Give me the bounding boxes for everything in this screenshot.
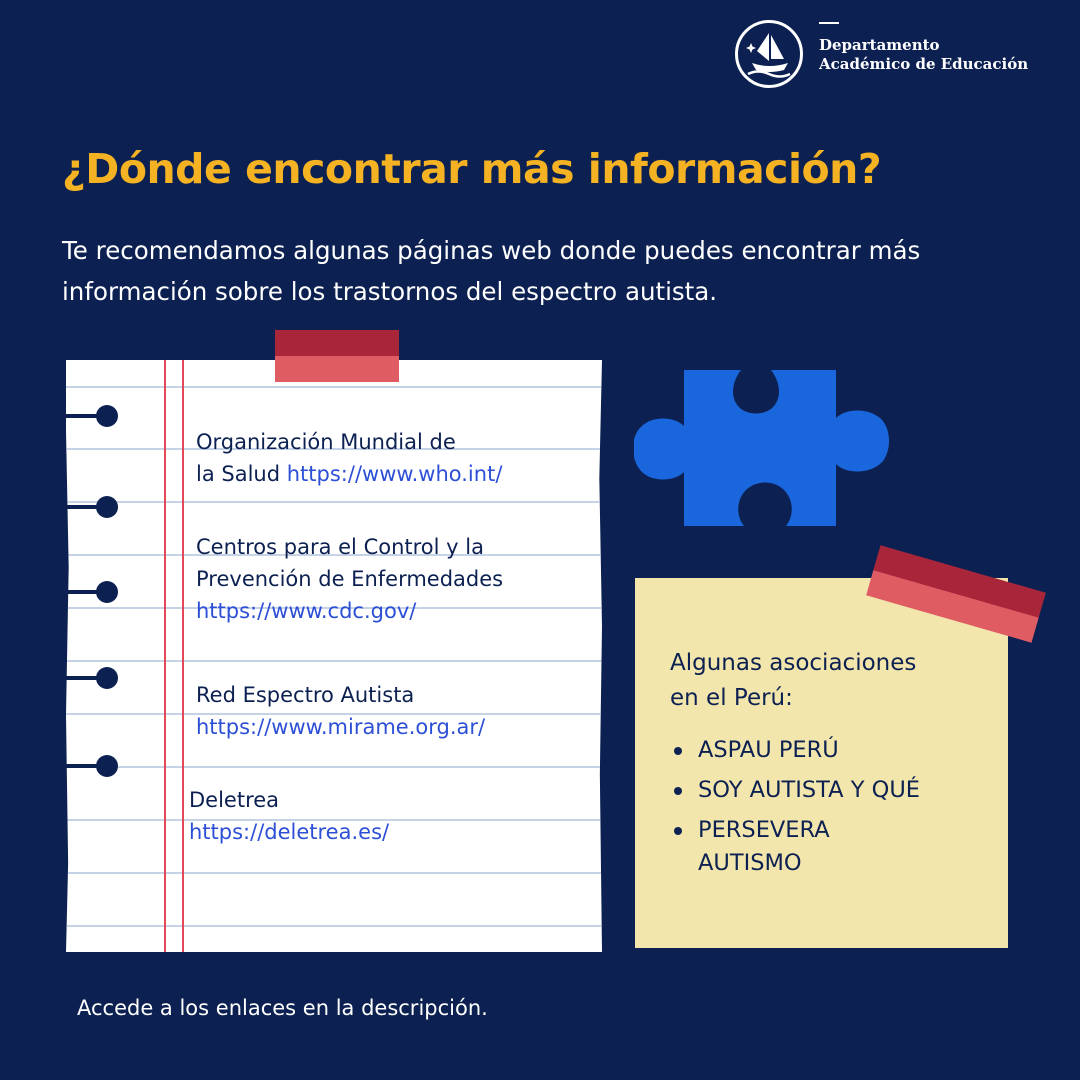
binder-hole — [96, 755, 118, 777]
page-title: ¿Dónde encontrar más información? — [62, 145, 882, 193]
resource-name: Deletrea — [189, 788, 280, 812]
margin-line — [182, 360, 184, 952]
margin-line — [164, 360, 166, 952]
resource-name: Organización Mundial de — [196, 430, 456, 454]
list-item-text: AUTISMO — [698, 850, 802, 876]
tape-strip — [275, 330, 399, 382]
binder-hole — [96, 405, 118, 427]
resource-red-espectro — [196, 679, 485, 743]
resource-cdc — [196, 531, 503, 627]
associations-heading-line: Algunas asociaciones — [670, 650, 917, 676]
associations-heading-line: en el Perú: — [670, 685, 793, 711]
associations-heading — [670, 646, 916, 716]
resource-link[interactable]: https://deletrea.es/ — [189, 820, 390, 844]
associations-list — [672, 734, 920, 880]
resource-link[interactable]: https://www.mirame.org.ar/ — [196, 715, 486, 739]
resource-name: la Salud — [196, 462, 281, 486]
list-item: ASPAU PERÚ — [672, 734, 920, 767]
logo-divider — [819, 22, 839, 24]
list-item-text: PERSEVERA — [698, 817, 830, 843]
puzzle-piece-icon — [634, 370, 894, 530]
list-item: SOY AUTISTA Y QUÉ — [672, 774, 920, 807]
resource-who — [196, 426, 502, 490]
logo-line-2: Académico de Educación — [819, 55, 1029, 73]
binder-hole — [96, 496, 118, 518]
department-logo — [735, 20, 1035, 90]
binder-hole — [96, 667, 118, 689]
footer-text: Accede a los enlaces en la descripción. — [77, 996, 488, 1020]
intro-text: Te recomendamos algunas páginas web donde puedes encontrar más información sobre los trastornos del espectro autista. — [62, 236, 921, 306]
list-item — [672, 814, 920, 880]
resource-name: Prevención de Enfermedades — [196, 567, 504, 591]
resource-deletrea — [189, 784, 389, 848]
resource-name: Centros para el Control y la — [196, 535, 484, 559]
binder-hole — [96, 581, 118, 603]
resource-link[interactable]: https://www.cdc.gov/ — [196, 599, 417, 623]
ship-logo-icon — [735, 20, 803, 88]
logo-text — [819, 36, 1028, 74]
logo-line-1: Departamento — [819, 36, 940, 54]
resource-name: Red Espectro Autista — [196, 683, 415, 707]
resource-link[interactable]: https://www.who.int/ — [286, 462, 503, 486]
